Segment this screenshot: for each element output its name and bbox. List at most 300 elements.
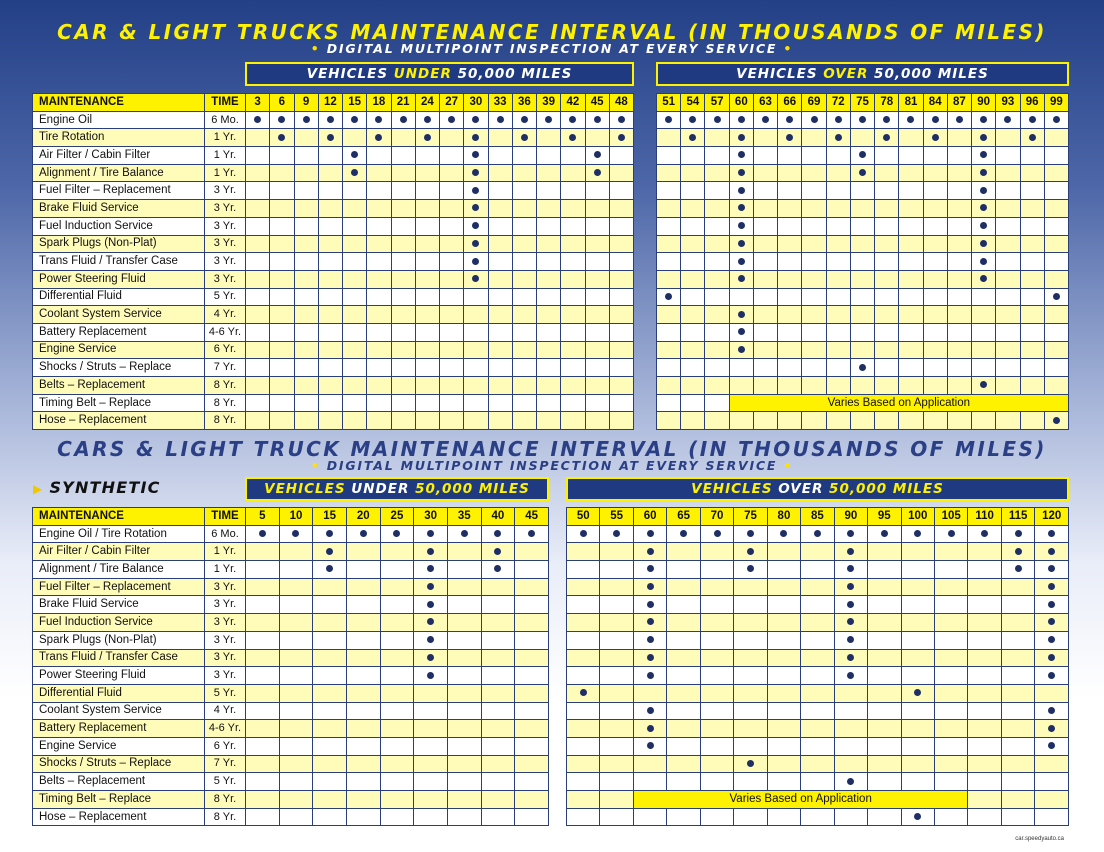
schedule-cell [447, 525, 481, 543]
schedule-cell [343, 412, 367, 430]
schedule-cell [447, 614, 481, 632]
header-maintenance: MAINTENANCE [33, 508, 205, 526]
service-dot-icon [351, 116, 358, 123]
schedule-cell [1001, 543, 1034, 561]
schedule-cell [246, 737, 280, 755]
schedule-cell [875, 288, 899, 306]
row-label: Fuel Filter – Replacement [33, 182, 205, 200]
schedule-cell [968, 720, 1001, 738]
schedule-cell [246, 702, 280, 720]
table-row [657, 341, 1069, 359]
schedule-cell [753, 359, 777, 377]
service-dot-icon [847, 672, 854, 679]
schedule-cell [488, 377, 512, 395]
schedule-cell [834, 808, 867, 826]
schedule-cell [367, 323, 391, 341]
schedule-cell [537, 200, 561, 218]
schedule-cell [705, 341, 729, 359]
schedule-cell [537, 129, 561, 147]
schedule-cell [380, 755, 414, 773]
schedule-cell [415, 377, 439, 395]
schedule-cell [609, 377, 633, 395]
row-label: Engine Oil / Tire Rotation [33, 525, 205, 543]
schedule-cell [512, 111, 536, 129]
row-time: 8 Yr. [205, 808, 246, 826]
schedule-cell [537, 412, 561, 430]
mileage-header: 40 [481, 508, 515, 526]
schedule-cell [923, 288, 947, 306]
service-dot-icon [738, 151, 745, 158]
schedule-cell [343, 288, 367, 306]
schedule-cell [901, 755, 934, 773]
schedule-cell [488, 164, 512, 182]
schedule-cell [246, 543, 280, 561]
schedule-cell [367, 288, 391, 306]
service-dot-icon [647, 583, 654, 590]
schedule-cell [875, 270, 899, 288]
schedule-cell [778, 217, 802, 235]
schedule-cell [657, 412, 681, 430]
schedule-cell [972, 377, 996, 395]
schedule-cell [901, 684, 934, 702]
schedule-cell [567, 596, 600, 614]
schedule-cell [367, 359, 391, 377]
schedule-cell [464, 306, 488, 324]
schedule-cell [600, 667, 633, 685]
schedule-cell [380, 649, 414, 667]
schedule-cell [537, 217, 561, 235]
schedule-cell [561, 306, 585, 324]
schedule-cell [270, 270, 294, 288]
schedule-cell [753, 164, 777, 182]
service-dot-icon [738, 328, 745, 335]
schedule-cell [826, 235, 850, 253]
schedule-cell [600, 737, 633, 755]
schedule-cell [415, 323, 439, 341]
bullet-icon: • [310, 41, 321, 56]
table-row [33, 270, 246, 288]
schedule-cell [667, 720, 700, 738]
schedule-cell [875, 359, 899, 377]
row-time: 8 Yr. [205, 791, 246, 809]
schedule-cell [899, 182, 923, 200]
schedule-cell [700, 525, 733, 543]
schedule-cell [294, 235, 318, 253]
schedule-cell [346, 649, 380, 667]
schedule-cell [700, 667, 733, 685]
schedule-cell [246, 147, 270, 165]
schedule-cell [705, 306, 729, 324]
schedule-cell [667, 773, 700, 791]
top-labels-table [32, 93, 246, 430]
mileage-header: 27 [440, 94, 464, 112]
schedule-cell [947, 341, 971, 359]
schedule-cell [681, 306, 705, 324]
service-dot-icon [859, 116, 866, 123]
schedule-cell [778, 200, 802, 218]
schedule-cell [968, 578, 1001, 596]
schedule-cell [391, 200, 415, 218]
table-row [33, 341, 246, 359]
mileage-header: 96 [1020, 94, 1044, 112]
schedule-cell [391, 288, 415, 306]
schedule-cell [294, 394, 318, 412]
service-dot-icon [427, 618, 434, 625]
schedule-cell [729, 164, 753, 182]
schedule-cell [561, 217, 585, 235]
row-time: 1 Yr. [205, 147, 246, 165]
schedule-cell [1020, 147, 1044, 165]
schedule-cell [802, 129, 826, 147]
schedule-cell [512, 217, 536, 235]
table-row [33, 359, 246, 377]
service-dot-icon [1048, 636, 1055, 643]
schedule-cell [734, 684, 767, 702]
schedule-cell [440, 323, 464, 341]
schedule-cell [667, 737, 700, 755]
schedule-cell [318, 129, 342, 147]
schedule-cell [380, 614, 414, 632]
mileage-header: 39 [537, 94, 561, 112]
schedule-cell [934, 755, 967, 773]
schedule-cell [1035, 702, 1069, 720]
table-row [246, 111, 634, 129]
schedule-cell [440, 235, 464, 253]
schedule-cell [313, 631, 347, 649]
schedule-cell [481, 773, 515, 791]
schedule-cell [414, 808, 448, 826]
schedule-cell [875, 253, 899, 271]
schedule-cell [996, 253, 1020, 271]
schedule-cell [947, 412, 971, 430]
schedule-cell [868, 667, 901, 685]
service-dot-icon [847, 636, 854, 643]
schedule-cell [899, 288, 923, 306]
row-time: 6 Mo. [205, 525, 246, 543]
row-label: Differential Fluid [33, 288, 205, 306]
schedule-cell [700, 737, 733, 755]
schedule-cell [391, 306, 415, 324]
schedule-cell [868, 737, 901, 755]
schedule-cell [850, 235, 874, 253]
schedule-cell [729, 111, 753, 129]
schedule-cell [512, 323, 536, 341]
schedule-cell [923, 306, 947, 324]
service-dot-icon [738, 116, 745, 123]
schedule-cell [934, 525, 967, 543]
schedule-cell [700, 614, 733, 632]
schedule-cell [567, 808, 600, 826]
schedule-cell [802, 235, 826, 253]
service-dot-icon [1048, 654, 1055, 661]
service-dot-icon [981, 530, 988, 537]
schedule-cell [609, 341, 633, 359]
schedule-cell [633, 755, 666, 773]
mileage-header: 63 [753, 94, 777, 112]
schedule-cell [246, 596, 280, 614]
schedule-cell [367, 129, 391, 147]
schedule-cell [947, 111, 971, 129]
schedule-cell [700, 631, 733, 649]
schedule-cell [279, 791, 313, 809]
schedule-cell [633, 525, 666, 543]
schedule-cell [705, 129, 729, 147]
schedule-cell [875, 341, 899, 359]
schedule-cell [440, 200, 464, 218]
schedule-cell [934, 737, 967, 755]
schedule-cell [700, 755, 733, 773]
schedule-cell [609, 200, 633, 218]
schedule-cell [681, 394, 705, 412]
schedule-cell [279, 720, 313, 738]
schedule-cell [826, 147, 850, 165]
schedule-cell [512, 394, 536, 412]
header-maintenance: MAINTENANCE [33, 94, 205, 112]
schedule-cell [294, 341, 318, 359]
schedule-cell [600, 525, 633, 543]
schedule-cell [346, 737, 380, 755]
table-row [246, 649, 549, 667]
schedule-cell [600, 684, 633, 702]
table-row [33, 111, 246, 129]
service-dot-icon [980, 169, 987, 176]
schedule-cell [246, 720, 280, 738]
schedule-cell [609, 164, 633, 182]
schedule-cell [972, 147, 996, 165]
schedule-cell [947, 270, 971, 288]
table-row [657, 253, 1069, 271]
mileage-header: 3 [246, 94, 270, 112]
schedule-cell [343, 323, 367, 341]
schedule-cell [270, 111, 294, 129]
service-dot-icon [521, 134, 528, 141]
row-time: 1 Yr. [205, 129, 246, 147]
schedule-cell [246, 253, 270, 271]
schedule-cell [415, 359, 439, 377]
schedule-cell [447, 631, 481, 649]
schedule-cell [246, 649, 280, 667]
service-dot-icon [647, 672, 654, 679]
schedule-cell [657, 359, 681, 377]
schedule-cell [767, 755, 800, 773]
schedule-cell [657, 306, 681, 324]
bottom-banner-under [245, 477, 549, 501]
schedule-cell [391, 394, 415, 412]
schedule-cell [488, 270, 512, 288]
footer-url: car.speedyauto.ca [1015, 836, 1064, 842]
schedule-cell [447, 702, 481, 720]
schedule-cell [767, 773, 800, 791]
schedule-cell [585, 394, 609, 412]
service-dot-icon [327, 116, 334, 123]
schedule-cell [415, 200, 439, 218]
schedule-cell [515, 525, 549, 543]
schedule-cell [512, 306, 536, 324]
schedule-cell [1035, 578, 1069, 596]
schedule-cell [440, 129, 464, 147]
schedule-cell [318, 235, 342, 253]
schedule-cell [537, 377, 561, 395]
service-dot-icon [847, 565, 854, 572]
schedule-cell [1001, 684, 1034, 702]
schedule-cell [367, 394, 391, 412]
schedule-cell [1001, 649, 1034, 667]
schedule-cell [875, 412, 899, 430]
schedule-cell [600, 773, 633, 791]
schedule-cell [700, 649, 733, 667]
schedule-cell [585, 147, 609, 165]
table-row [246, 394, 634, 412]
service-dot-icon [738, 134, 745, 141]
bottom-subtitle [0, 459, 1104, 473]
schedule-cell [246, 755, 280, 773]
schedule-cell [923, 270, 947, 288]
schedule-cell [313, 525, 347, 543]
schedule-cell [464, 200, 488, 218]
schedule-cell [901, 702, 934, 720]
service-dot-icon [1048, 707, 1055, 714]
table-row [33, 702, 246, 720]
schedule-cell [313, 543, 347, 561]
schedule-cell [778, 164, 802, 182]
service-dot-icon [427, 548, 434, 555]
schedule-cell [767, 737, 800, 755]
schedule-cell [633, 684, 666, 702]
schedule-cell [705, 253, 729, 271]
schedule-cell [901, 596, 934, 614]
schedule-cell [567, 755, 600, 773]
service-dot-icon [980, 116, 987, 123]
schedule-cell [1044, 200, 1068, 218]
schedule-cell [901, 649, 934, 667]
row-label: Belts – Replacement [33, 377, 205, 395]
schedule-cell [899, 377, 923, 395]
service-dot-icon [1048, 725, 1055, 732]
schedule-cell [279, 773, 313, 791]
schedule-cell [609, 182, 633, 200]
schedule-cell [1001, 773, 1034, 791]
schedule-cell [294, 182, 318, 200]
schedule-cell [947, 182, 971, 200]
schedule-cell [657, 377, 681, 395]
service-dot-icon [647, 707, 654, 714]
schedule-cell [705, 359, 729, 377]
schedule-cell [279, 578, 313, 596]
schedule-cell [1020, 323, 1044, 341]
table-row [567, 649, 1069, 667]
schedule-cell [934, 649, 967, 667]
schedule-cell [753, 200, 777, 218]
service-dot-icon [680, 530, 687, 537]
schedule-cell [1020, 129, 1044, 147]
schedule-cell [447, 755, 481, 773]
schedule-cell [343, 270, 367, 288]
service-dot-icon [326, 565, 333, 572]
schedule-cell [313, 702, 347, 720]
schedule-cell [972, 288, 996, 306]
table-row [246, 578, 549, 596]
service-dot-icon [980, 151, 987, 158]
schedule-cell [996, 111, 1020, 129]
schedule-cell [464, 182, 488, 200]
schedule-cell [585, 341, 609, 359]
schedule-cell [875, 306, 899, 324]
schedule-cell [778, 412, 802, 430]
schedule-cell [834, 773, 867, 791]
schedule-cell [414, 649, 448, 667]
schedule-cell [801, 578, 834, 596]
table-row [246, 217, 634, 235]
schedule-cell [753, 288, 777, 306]
schedule-cell [279, 808, 313, 826]
schedule-cell [657, 253, 681, 271]
schedule-cell [681, 217, 705, 235]
schedule-cell [464, 253, 488, 271]
schedule-cell [609, 394, 633, 412]
schedule-cell [947, 288, 971, 306]
service-dot-icon [1053, 417, 1060, 424]
schedule-cell [414, 614, 448, 632]
schedule-cell [414, 684, 448, 702]
service-dot-icon [835, 116, 842, 123]
schedule-cell [1001, 596, 1034, 614]
schedule-cell [1044, 217, 1068, 235]
schedule-cell [899, 200, 923, 218]
schedule-cell [681, 341, 705, 359]
schedule-cell [414, 737, 448, 755]
service-dot-icon [914, 689, 921, 696]
schedule-cell [515, 773, 549, 791]
schedule-cell [318, 377, 342, 395]
table-row [657, 217, 1069, 235]
table-row [33, 791, 246, 809]
schedule-cell [850, 164, 874, 182]
schedule-cell [734, 720, 767, 738]
banner-text: VEHICLES [306, 66, 394, 82]
schedule-cell [700, 596, 733, 614]
service-dot-icon [814, 530, 821, 537]
mileage-header: 30 [414, 508, 448, 526]
service-dot-icon [747, 548, 754, 555]
schedule-cell [279, 737, 313, 755]
schedule-cell [1035, 561, 1069, 579]
schedule-cell [753, 377, 777, 395]
schedule-cell [734, 596, 767, 614]
schedule-cell [346, 596, 380, 614]
schedule-cell [1044, 235, 1068, 253]
service-dot-icon [1015, 548, 1022, 555]
schedule-cell [767, 631, 800, 649]
schedule-cell [834, 614, 867, 632]
schedule-cell [826, 164, 850, 182]
schedule-cell [705, 288, 729, 306]
table-row [246, 561, 549, 579]
service-dot-icon [647, 601, 654, 608]
schedule-cell [380, 525, 414, 543]
schedule-cell [875, 217, 899, 235]
banner-text: OVER [778, 481, 824, 497]
schedule-cell [972, 217, 996, 235]
schedule-cell [561, 200, 585, 218]
schedule-cell [585, 111, 609, 129]
schedule-cell [972, 200, 996, 218]
schedule-cell [972, 323, 996, 341]
service-dot-icon [980, 258, 987, 265]
mileage-header: 45 [585, 94, 609, 112]
service-dot-icon [786, 116, 793, 123]
schedule-cell [609, 129, 633, 147]
schedule-cell [313, 667, 347, 685]
